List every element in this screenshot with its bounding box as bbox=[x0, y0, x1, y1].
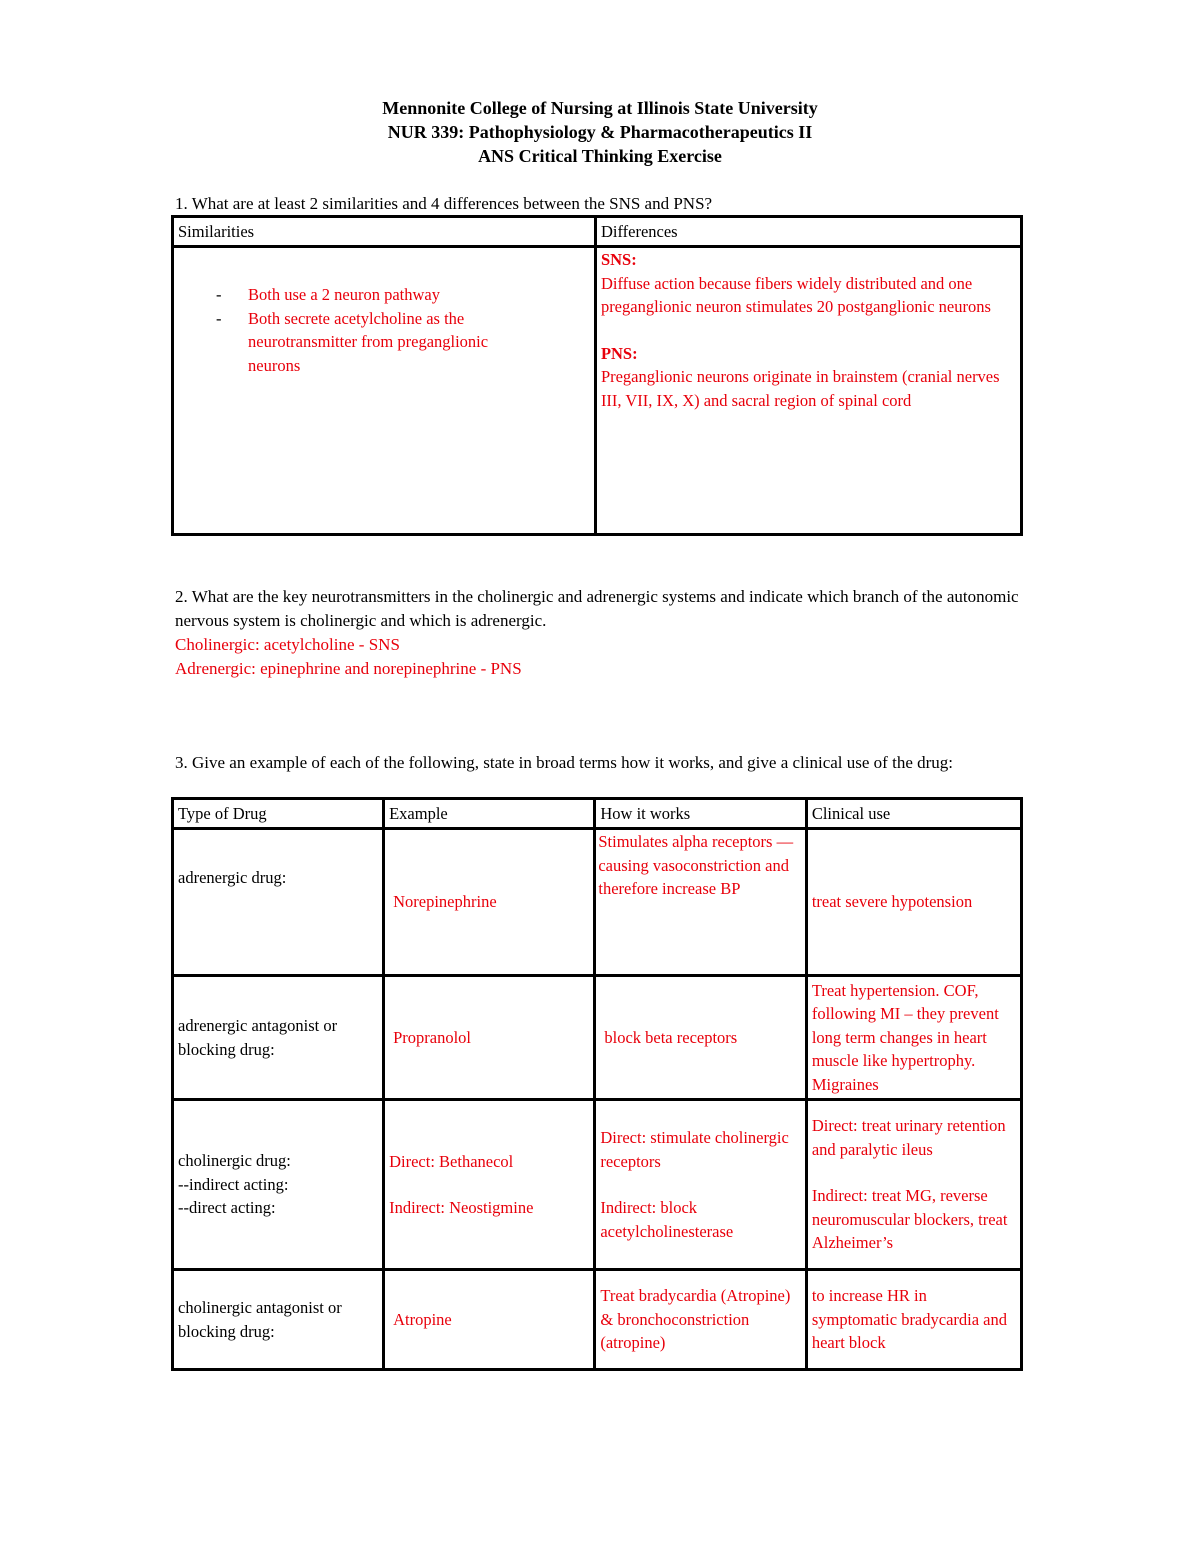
header-differences: Differences bbox=[595, 217, 1021, 247]
table-row bbox=[173, 1270, 1022, 1370]
type-cell: cholinergic drug: --indirect acting: --direct acting: bbox=[173, 1100, 384, 1270]
table-row bbox=[173, 829, 1022, 976]
type-cell: cholinergic antagonist or blocking drug: bbox=[173, 1270, 384, 1370]
similarity-item: - Both use a 2 neuron pathway bbox=[178, 283, 590, 307]
use-cell: Direct: treat urinary retention and paralytic ileus Indirect: treat MG, reverse neuromuscular blockers, treat Alzheimer’s bbox=[806, 1100, 1021, 1270]
type-cell: adrenergic antagonist or blocking drug: bbox=[173, 976, 384, 1100]
question-2-text: 2. What are the key neurotransmitters in the cholinergic and adrenergic systems and indicate which branch of the autonomic nervous system is cholinergic and which is adrenergic. bbox=[175, 587, 1019, 630]
table-row bbox=[173, 976, 1022, 1100]
example-cell: Propranolol bbox=[384, 976, 595, 1100]
how-cell: block beta receptors bbox=[595, 976, 806, 1100]
example-cell: Direct: Bethanecol Indirect: Neostigmine bbox=[384, 1100, 595, 1270]
how-cell: Stimulates alpha receptors —causing vasoconstriction and therefore increase BP bbox=[595, 829, 806, 976]
header-how: How it works bbox=[595, 799, 806, 829]
use-cell: treat severe hypotension bbox=[806, 829, 1021, 976]
type-cell: adrenergic drug: bbox=[173, 829, 384, 976]
header-similarities: Similarities bbox=[173, 217, 596, 247]
question-1: 1. What are at least 2 similarities and 4 differences between the SNS and PNS? bbox=[175, 194, 713, 213]
differences-cell bbox=[595, 247, 1021, 535]
example-cell: Atropine bbox=[384, 1270, 595, 1370]
question-3: 3. Give an example of each of the following, state in broad terms how it works, and give a clinical use of the drug: bbox=[175, 753, 953, 772]
header-use: Clinical use bbox=[806, 799, 1021, 829]
sns-text: Diffuse action because fibers widely distributed and one preganglionic neuron stimulates 20 postganglionic neurons bbox=[600, 273, 991, 316]
similarities-cell bbox=[173, 247, 596, 535]
course-title: NUR 339: Pathophysiology & Pharmacotherapeutics II bbox=[387, 122, 813, 142]
institution-title: Mennonite College of Nursing at Illinois State University bbox=[382, 98, 818, 118]
how-cell: Treat bradycardia (Atropine) & bronchoconstriction (atropine) bbox=[595, 1270, 806, 1370]
how-cell: Direct: stimulate cholinergic receptors Indirect: block acetylcholinesterase bbox=[595, 1100, 806, 1270]
table-row bbox=[173, 1100, 1022, 1270]
use-cell: Treat hypertension. COF, following MI – they prevent long term changes in heart muscle like hypertrophy. Migraines bbox=[806, 976, 1021, 1100]
answer-adrenergic: Adrenergic: epinephrine and norepinephrine - PNS bbox=[175, 659, 522, 678]
pns-text: Preganglionic neurons originate in brainstem (cranial nerves III, VII, IX, X) and sacral region of spinal cord bbox=[600, 367, 1000, 410]
sns-label: SNS: bbox=[600, 250, 637, 269]
pns-label: PNS: bbox=[600, 343, 638, 363]
question-2 bbox=[175, 585, 1025, 681]
example-cell: Norepinephrine bbox=[384, 829, 595, 976]
answer-cholinergic: Cholinergic: acetylcholine - SNS bbox=[175, 635, 400, 654]
header-type: Type of Drug bbox=[173, 799, 384, 829]
header-example: Example bbox=[384, 799, 595, 829]
drug-table bbox=[171, 797, 1023, 1371]
document-header bbox=[0, 96, 1200, 168]
similarity-item: - Both secrete acetylcholine as the neurotransmitter from preganglionic neurons bbox=[178, 307, 590, 378]
use-cell: to increase HR in symptomatic bradycardia and heart block bbox=[806, 1270, 1021, 1370]
similarities-differences-table bbox=[171, 215, 1023, 536]
exercise-title: ANS Critical Thinking Exercise bbox=[478, 146, 722, 166]
